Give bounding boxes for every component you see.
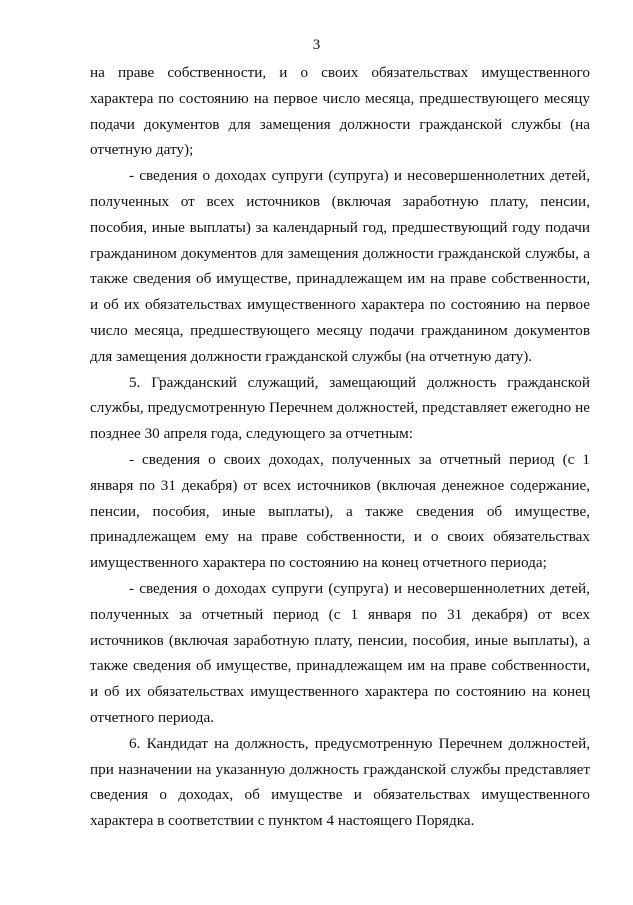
paragraph-spouse-income-candidate: - сведения о доходах супруги (супруга) и несовершеннолетних детей, полученных от всех источников (включая заработную плату, пенсии, пособия, иные выплаты) за календарный год, предшествующий году подачи гражданином документов для замещения должности гражданской службы, а также сведения об имуществе, принадлежащем им на праве собственности, и об их обязательствах имущественного характера по состоянию на первое число месяца, предшествующего месяцу подачи гражданином документов для замещения должности гражданской службы (на отчетную дату). xyxy=(90,167,590,365)
paragraph-continuation: на праве собственности, и о своих обязательствах имущественного характера по состоянию на первое число месяца, предшествующего месяцу подачи документов для замещения должности гражданской службы (на отчетную дату); xyxy=(90,64,590,159)
paragraph-own-income: - сведения о своих доходах, полученных за отчетный период (с 1 января по 31 декабря) от всех источников (включая денежное содержание, пенсии, пособия, иные выплаты), а также сведения об имуществе, принадлежащем ему на праве собственности, и о своих обязательствах имущественного характера по состоянию на конец отчетного периода; xyxy=(90,450,590,572)
page-number: 3 xyxy=(312,37,321,53)
paragraph-spouse-income-servant: - сведения о доходах супруги (супруга) и несовершеннолетних детей, полученных за отчетный период (с 1 января по 31 декабря) от всех источников (включая заработную плату, пенсии, пособия, иные выплаты), а также сведения об имуществе, принадлежащем им на праве собственности, и об их обязательствах имущественного характера по состоянию на конец отчетного периода. xyxy=(90,579,590,726)
paragraph-item-6: 6. Кандидат на должность, предусмотренную Перечнем должностей, при назначении на указанную должность гражданской службы представляет сведения о доходах, об имуществе и обязательствах имущественного характера в соответствии с пунктом 4 настоящего Порядка. xyxy=(90,734,590,830)
paragraph-item-5: 5. Гражданский служащий, замещающий должность гражданской службы, предусмотренную Перечнем должностей, представляет ежегодно не позднее 30 апреля года, следующего за отчетным: xyxy=(90,373,590,443)
document-body xyxy=(90,60,590,834)
